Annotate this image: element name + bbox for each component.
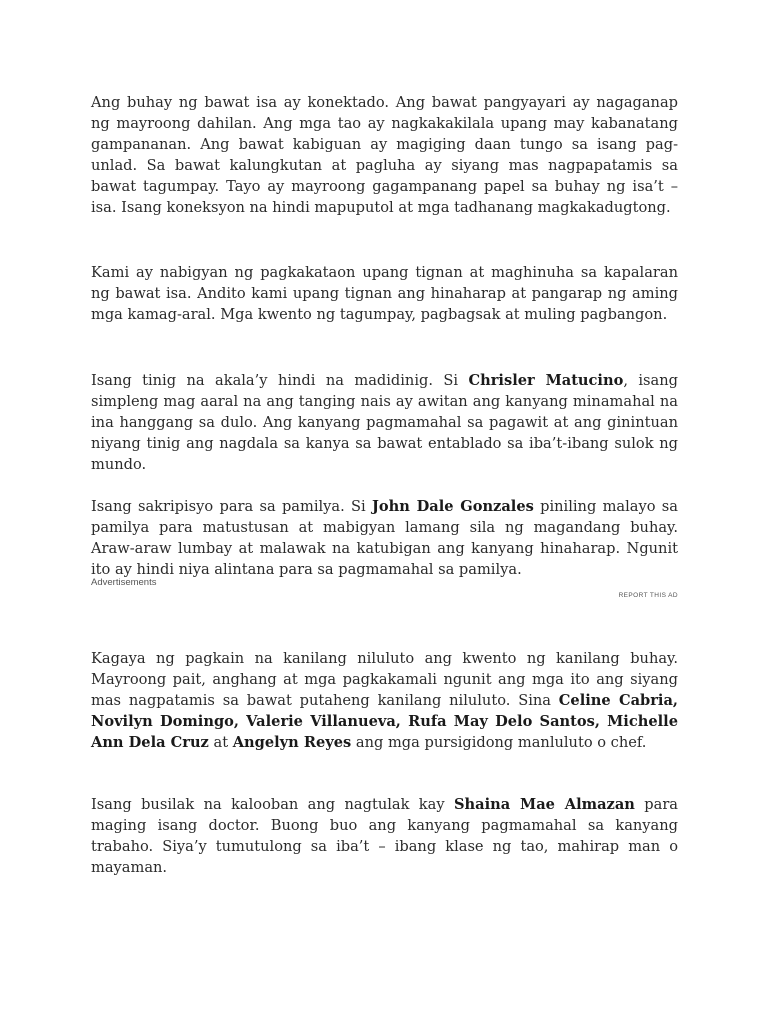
name-highlight: John Dale Gonzales xyxy=(372,498,534,515)
name-highlight: Angelyn Reyes xyxy=(232,734,352,751)
paragraph-chrisler xyxy=(91,370,678,475)
advertisements-label: Advertisements xyxy=(91,577,157,588)
paragraph-text: Isang sakripisyo para sa pamilya. Si xyxy=(91,498,372,515)
paragraph-text: Isang tinig na akala’y hindi na madidinig. Si xyxy=(91,372,469,389)
paragraph-text: Ang buhay ng bawat isa ay konektado. Ang bawat pangyayari ay nagaganap ng mayroong dahilan. Ang mga tao ay nagkakakilala upang may kabanatang gampananan. Ang bawat kabiguan ay magiging daan tungo sa isang pag-unlad. Sa bawat kalungkutan at pagluha ay siyang mas nagpapatamis sa bawat tagumpay. Tayo ay mayroong gagampanang papel sa buhay ng isa’t – isa. Isang koneksyon na hindi mapuputol at mga tadhanang magkakadugtong. xyxy=(91,94,678,216)
name-highlight: Shaina Mae Almazan xyxy=(454,796,635,813)
paragraph-john-dale xyxy=(91,496,678,580)
paragraph-text: Kami ay nabigyan ng pagkakataon upang tignan at maghinuha sa kapalaran ng bawat isa. Andito kami upang tignan ang hinaharap at pangarap ng aming mga kamag-aral. Mga kwento ng tagumpay, pagbagsak at muling pagbangon. xyxy=(91,264,678,323)
paragraph-text: ang mga pursigidong manluluto o chef. xyxy=(351,734,647,751)
paragraph-text: para maging isang doctor. Buong buo ang kanyang pagmamahal sa kanyang trabaho. Siya’y tumutulong sa iba’t – ibang klase ng tao, mahirap man o mayaman. xyxy=(91,796,678,876)
name-highlight: Chrisler Matucino xyxy=(468,372,624,389)
paragraph-text: piniling malayo sa pamilya para matustusan at mabigyan lamang sila ng magandang buhay. Araw-araw lumbay at malawak na katubigan ang kanyang hinaharap. Ngunit ito ay hindi niya alintana para sa pagmamahal sa pamilya. xyxy=(91,498,678,578)
paragraph-shaina xyxy=(91,794,678,878)
paragraph-text: Kagaya ng pagkain na kanilang niluluto ang kwento ng kanilang buhay. Mayroong pait, anghang at mga pagkakamali ngunit ang mga ito ang siyang mas nagpatamis sa bawat putaheng kanilang niluluto. Sina xyxy=(91,650,678,709)
report-ad-link[interactable]: REPORT THIS AD xyxy=(618,592,678,599)
name-highlight: Celine Cabria, Novilyn Domingo, Valerie Villanueva, Rufa May Delo Santos, Michelle Ann Dela Cruz xyxy=(91,692,678,751)
paragraph-purpose xyxy=(91,262,678,325)
paragraph-chefs xyxy=(91,648,678,753)
paragraph-text: at xyxy=(208,734,233,751)
paragraph-text: , isang simpleng mag aaral na ang tanging nais ay awitan ang kanyang minamahal na ina hanggang sa dulo. Ang kanyang pagmamahal sa pagawit at ang ginintuan niyang tinig ang nagdala sa kanya sa bawat entablado sa iba’t-ibang sulok ng mundo. xyxy=(91,372,678,473)
paragraph-text: Isang busilak na kalooban ang nagtulak kay xyxy=(91,796,454,813)
paragraph-intro xyxy=(91,92,678,218)
